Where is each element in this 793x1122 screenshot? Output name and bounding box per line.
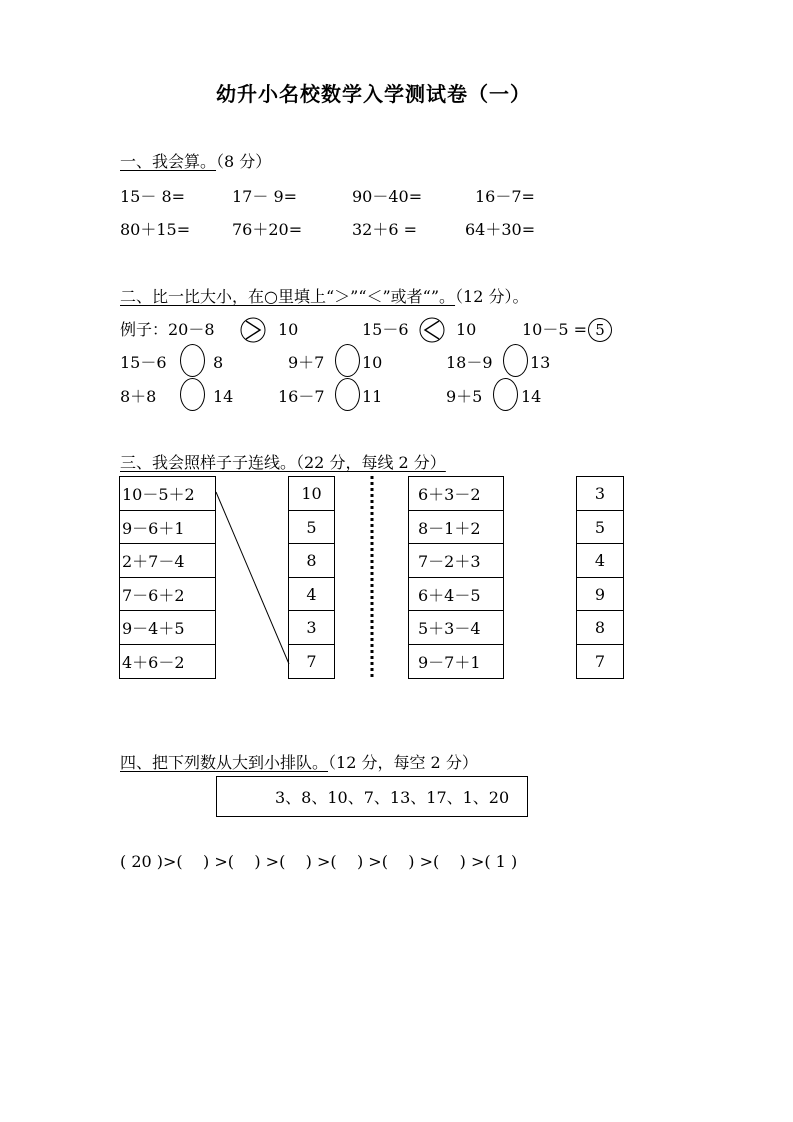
example-val-4: 10－5 = — [522, 320, 588, 339]
s2-r2-right-3: 14 — [521, 387, 542, 406]
s2-r1-left-1: 15－6 — [120, 353, 167, 372]
answer-cell[interactable]: 5 — [289, 511, 334, 544]
s2-r1-right-1: 8 — [213, 353, 224, 372]
s1-r2-c1: 80＋15= — [120, 220, 191, 239]
expr-cell[interactable]: 2＋7－4 — [120, 544, 215, 578]
answer-cell[interactable]: 8 — [577, 611, 623, 645]
expr-cell[interactable]: 9－6＋1 — [120, 511, 215, 544]
page-title: 幼升小名校数学入学测试卷（一） — [216, 82, 531, 106]
example-less-circle — [418, 316, 446, 344]
expr-cell[interactable]: 7－6＋2 — [120, 578, 215, 611]
example-connecting-line — [214, 476, 292, 668]
example-greater-circle — [240, 316, 268, 344]
example-val-2: 15－6 — [362, 320, 409, 339]
s1-r2-c2: 76＋20= — [232, 220, 303, 239]
section2-score: （12 分）。 — [455, 287, 529, 306]
s2-r2-left-2: 16－7 — [278, 387, 325, 406]
expression-column-1 — [119, 476, 216, 679]
numbers-list: 3、8、10、7、13、17、1、20 — [275, 788, 510, 807]
example-label: 例子：20－8 — [120, 320, 215, 339]
expr-cell[interactable]: 5＋3－4 — [409, 611, 503, 645]
section4-heading: 四、把下列数从大到小排队。 — [120, 753, 329, 772]
s2-r2-left-1: 8＋8 — [120, 387, 157, 406]
answer-column-1 — [288, 476, 335, 679]
answer-cell[interactable]: 7 — [594, 652, 606, 671]
compare-circle[interactable] — [503, 344, 528, 377]
section2-heading-line — [120, 287, 529, 307]
s1-r2-c3: 32＋6 = — [352, 220, 418, 239]
expr-cell[interactable]: 9－4＋5 — [120, 611, 215, 645]
expr-cell[interactable]: 6＋3－2 — [409, 477, 503, 511]
answer-cell[interactable]: 10 — [289, 477, 334, 511]
section2-heading: 二、比一比大小，在○里填上“＞”“＜”或者“”。 — [120, 287, 456, 306]
s2-r1-right-3: 13 — [530, 353, 551, 372]
section1-score: （8 分） — [216, 152, 272, 171]
compare-circle[interactable] — [493, 378, 518, 411]
s2-r1-left-2: 9＋7 — [288, 353, 325, 372]
example-val-1: 10 — [278, 320, 299, 339]
answer-cell[interactable]: 3 — [289, 611, 334, 645]
answer-cell[interactable]: 8 — [289, 544, 334, 578]
expr-cell[interactable]: 7－2＋3 — [409, 544, 503, 578]
expr-cell[interactable]: 9－7＋1 — [418, 653, 481, 672]
expr-cell[interactable]: 6＋4－5 — [409, 578, 503, 611]
compare-circle[interactable] — [180, 378, 205, 411]
example-val-3: 10 — [456, 320, 477, 339]
section4-heading-line — [120, 753, 478, 773]
answer-cell[interactable]: 4 — [577, 544, 623, 578]
s1-r1-c2: 17－ 9= — [232, 187, 298, 206]
numbers-box — [216, 776, 528, 817]
s1-r1-c3: 90－40= — [352, 187, 423, 206]
example-circled-answer: 5 — [588, 318, 612, 342]
s1-r2-c4: 64＋30= — [465, 220, 536, 239]
section1-heading: 一、我会算。 — [120, 152, 217, 171]
answer-cell[interactable]: 9 — [577, 578, 623, 611]
expr-cell[interactable]: 8－1＋2 — [409, 511, 503, 544]
section3-heading: 三、我会照样子子连线。（22 分，每线 2 分） — [120, 453, 446, 472]
s1-r1-c1: 15－ 8= — [120, 187, 186, 206]
s2-r1-left-3: 18－9 — [446, 353, 493, 372]
answer-column-2 — [576, 476, 624, 679]
section1-heading-line — [120, 152, 271, 172]
answer-cell[interactable]: 7 — [306, 652, 317, 671]
expr-cell[interactable]: 10－5＋2 — [120, 477, 215, 511]
answer-cell[interactable]: 5 — [577, 511, 623, 544]
s2-r1-right-2: 10 — [362, 353, 383, 372]
s2-r2-right-2: 11 — [362, 387, 383, 406]
compare-circle[interactable] — [335, 378, 360, 411]
compare-circle[interactable] — [335, 344, 360, 377]
section4-score: （12 分，每空 2 分） — [328, 753, 478, 772]
s2-r2-left-3: 9＋5 — [446, 387, 483, 406]
s1-r1-c4: 16－7= — [475, 187, 535, 206]
answer-cell[interactable]: 3 — [577, 477, 623, 511]
dotted-divider — [368, 474, 376, 680]
compare-circle[interactable] — [180, 344, 205, 377]
expr-cell[interactable]: 4＋6－2 — [122, 653, 185, 672]
expression-column-2 — [408, 476, 504, 679]
ordering-answer-line[interactable]: ( 20 )>( ) >( ) >( ) >( ) >( ) >( ) >( 1 ) — [120, 852, 518, 871]
answer-cell[interactable]: 4 — [289, 578, 334, 611]
s2-r2-right-1: 14 — [213, 387, 234, 406]
